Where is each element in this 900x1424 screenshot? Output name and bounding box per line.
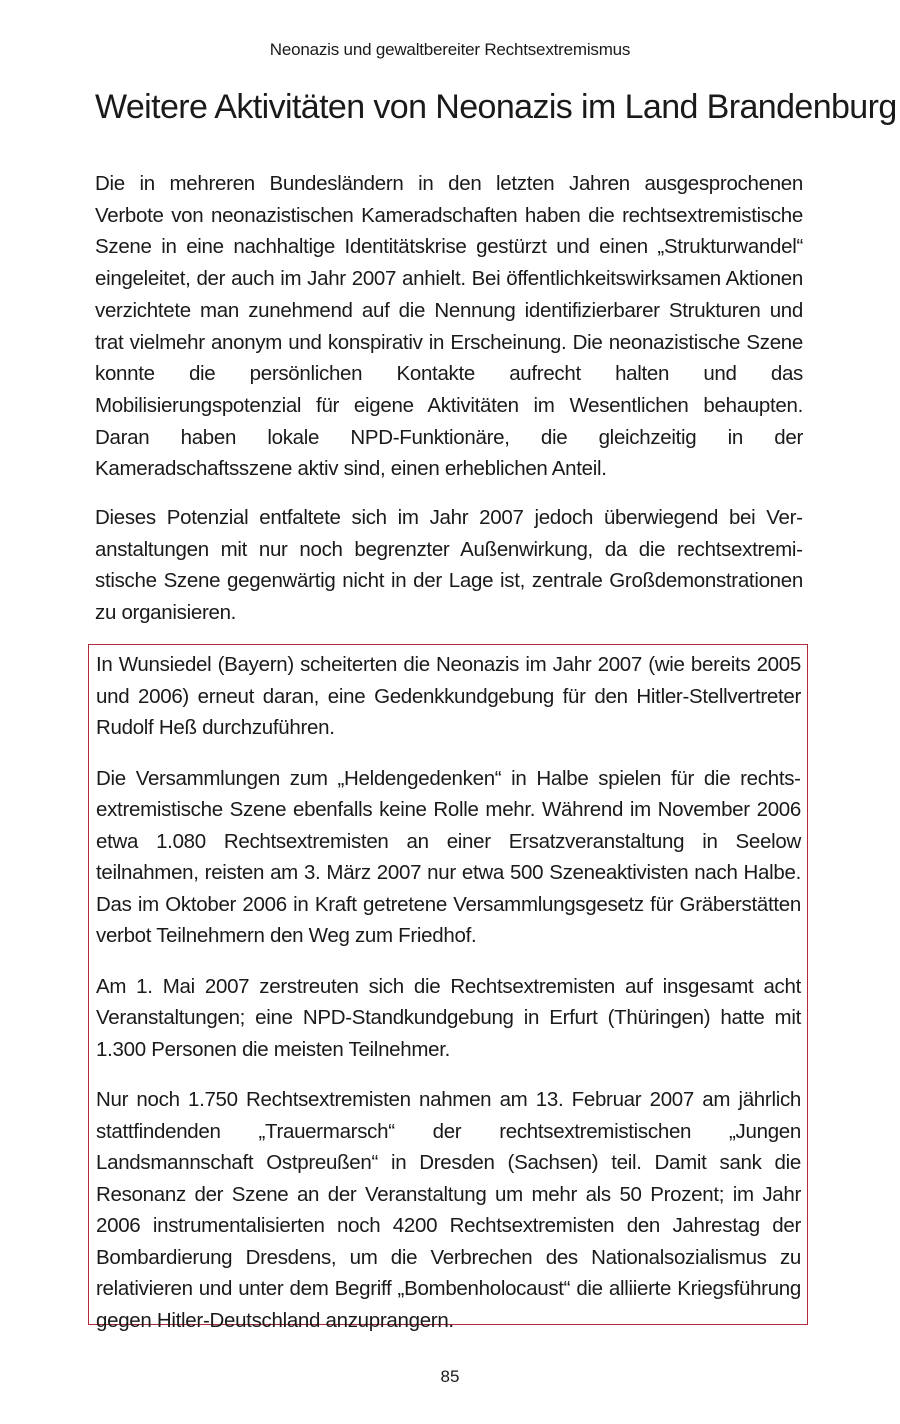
paragraph-structural-change: Die in mehreren Bundesländern in den letzten Jahren ausgesprochenen Verbote von neonazistischen Kameradschaften haben die rechtsextremistische Szene in eine nachhaltige Identitätskrise gestürzt und einen „Strukturwandel“ eingeleitet, der auch im Jahr 2007 anhielt. Bei öffentlichkeitswirksamen Aktionen verzichtete man zunehmend auf die Nennung identifizierbarer Strukturen und trat vielmehr anonym und konspirativ in Erscheinung. Die neonazistische Szene konnte die persönlichen Kontakte aufrecht halten und das Mobilisierungspotenzial für eigene Aktivitäten im Wesentlichen behaupten. Daran haben lokale NPD-Funktionäre, die gleichzeitig in der Kameradschaftsszene aktiv sind, einen erheblichen Anteil. (95, 172, 803, 481)
highlight-box (88, 644, 808, 1332)
paragraph-potential: Dieses Potenzial entfaltete sich im Jahr 2007 jedoch überwiegend bei Veranstaltungen mit nur noch begrenzter Außenwirkung, da die rechtsextremistische Szene gegenwärtig nicht in der Lage ist, zentrale Großdemonstrationen zu organisieren. (95, 506, 803, 625)
body-text (95, 168, 803, 646)
page-title: Weitere Aktivitäten von Neonazis im Land Brandenburg (95, 88, 897, 126)
box-paragraph-may-day: Am 1. Mai 2007 zerstreuten sich die Rechtsextremisten auf insgesamt acht Veranstaltungen; eine NPD-Standkundgebung in Erfurt (Thüringen) hatte mit 1.300 Personen die meisten Teilnehmer. (96, 974, 801, 1061)
running-header: Neonazis und gewaltbereiter Rechtsextremismus (269, 40, 631, 59)
box-paragraph-wunsiedel: In Wunsiedel (Bayern) scheiterten die Neonazis im Jahr 2007 (wie bereits 2005 und 2006) erneut daran, eine Gedenkkundgebung für den Hitler-Stellvertreter Rudolf Heß durchzuführen. (96, 653, 801, 739)
box-paragraph-halbe: Die Versammlungen zum „Heldengedenken“ in Halbe spielen für die rechtsextremistische Szene ebenfalls keine Rolle mehr. Während im November 2006 etwa 1.080 Rechtsextremisten an einer Ersatzveranstaltung in Seelow teilnahmen, reisten am 3. März 2007 nur etwa 500 Szeneaktivisten nach Halbe. Das im Oktober 2006 in Kraft getretene Versammlungsgesetz für Gräberstätten verbot Teilnehmern den Weg zum Friedhof. (96, 766, 801, 947)
box-paragraph-dresden: Nur noch 1.750 Rechtsextremisten nahmen am 13. Februar 2007 am jährlich stattfindenden „Trauermarsch“ der rechtsextremistischen „Jungen Landsmannschaft Ostpreußen“ in Dresden (Sachsen) teil. Damit sank die Resonanz der Szene an der Veranstaltung um mehr als 50 Prozent; im Jahr 2006 instrumentalisierten noch 4200 Rechtsextremisten den Jahrestag der Bombardierung Dresdens, um die Verbrechen des Nationalsozialismus zu relativieren und unter dem Begriff „Bombenholocaust“ die alliierte Kriegsführung gegen Hitler-Deutschland anzuprangern. (96, 1088, 801, 1332)
page-number: 85 (440, 1367, 460, 1386)
